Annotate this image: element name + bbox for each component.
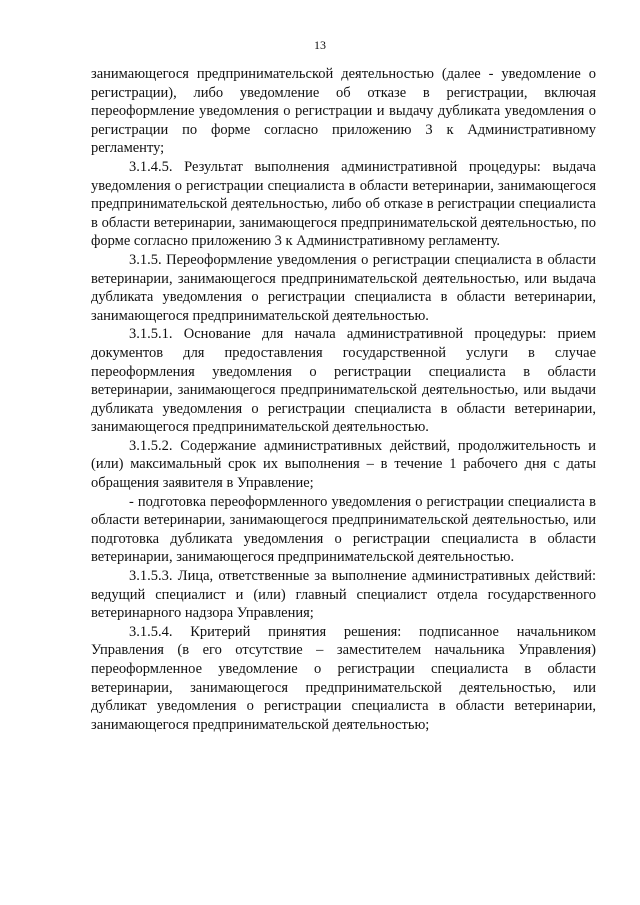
paragraph-3-1-5-2: 3.1.5.2. Содержание административных действий, продолжительность и (или) максимальный срок их выполнения – в течение 1 рабочего дня с даты обращения заявителя в Управление; — [91, 437, 596, 492]
paragraph-list-item: - подготовка переоформленного уведомления о регистрации специалиста в области ветеринарии, занимающегося предпринимательской деятельностью, или подготовка дубликата уведомления о регистрации специалиста в области ветеринарии, занимающегося предпринимательской деятельностью. — [91, 493, 596, 566]
paragraph-3-1-5-4: 3.1.5.4. Критерий принятия решения: подписанное начальником Управления (в его отсутствие – заместителем начальника Управления) переоформленное уведомление о регистрации специалиста в области ветеринарии, занимающегося предпринимательской деятельностью, или дубликат уведомления о регистрации специалиста в области ветеринарии, занимающегося предпринимательской деятельностью; — [91, 623, 596, 733]
paragraph-3-1-5: 3.1.5. Переоформление уведомления о регистрации специалиста в области ветеринарии, занимающегося предпринимательской деятельностью, или выдача дубликата уведомления о регистрации специалиста в области ветеринарии, занимающегося предпринимательской деятельностью. — [91, 251, 596, 324]
paragraph-3-1-5-1: 3.1.5.1. Основание для начала административной процедуры: прием документов для предоставления государственной услуги в случае переоформления уведомления о регистрации специалиста в области ветеринарии, занимающегося предпринимательской деятельностью, или выдачи дубликата уведомления о регистрации специалиста в области ветеринарии, занимающегося предпринимательской деятельностью. — [91, 326, 596, 436]
paragraph-3-1-5-3: 3.1.5.3. Лица, ответственные за выполнение административных действий: ведущий специалист и (или) главный специалист отдела государственного ветеринарного надзора Управления; — [91, 568, 596, 622]
paragraph-continuation: занимающегося предпринимательской деятельностью (далее - уведомление о регистрации), либо уведомление об отказе в регистрации, включая переоформление уведомления о регистрации и выдачу дубликата уведомления о регистрации по форме согласно приложению 3 к Административному регламенту; — [91, 66, 596, 157]
page-number: 13 — [314, 38, 326, 52]
document-body — [91, 65, 596, 734]
paragraph-3-1-4-5: 3.1.4.5. Результат выполнения административной процедуры: выдача уведомления о регистрации специалиста в области ветеринарии, занимающегося предпринимательской деятельностью, либо об отказе в регистрации специалиста в области ветеринарии, занимающегося предпринимательской деятельностью, по форме согласно приложению 3 к Административному регламенту. — [91, 158, 596, 250]
